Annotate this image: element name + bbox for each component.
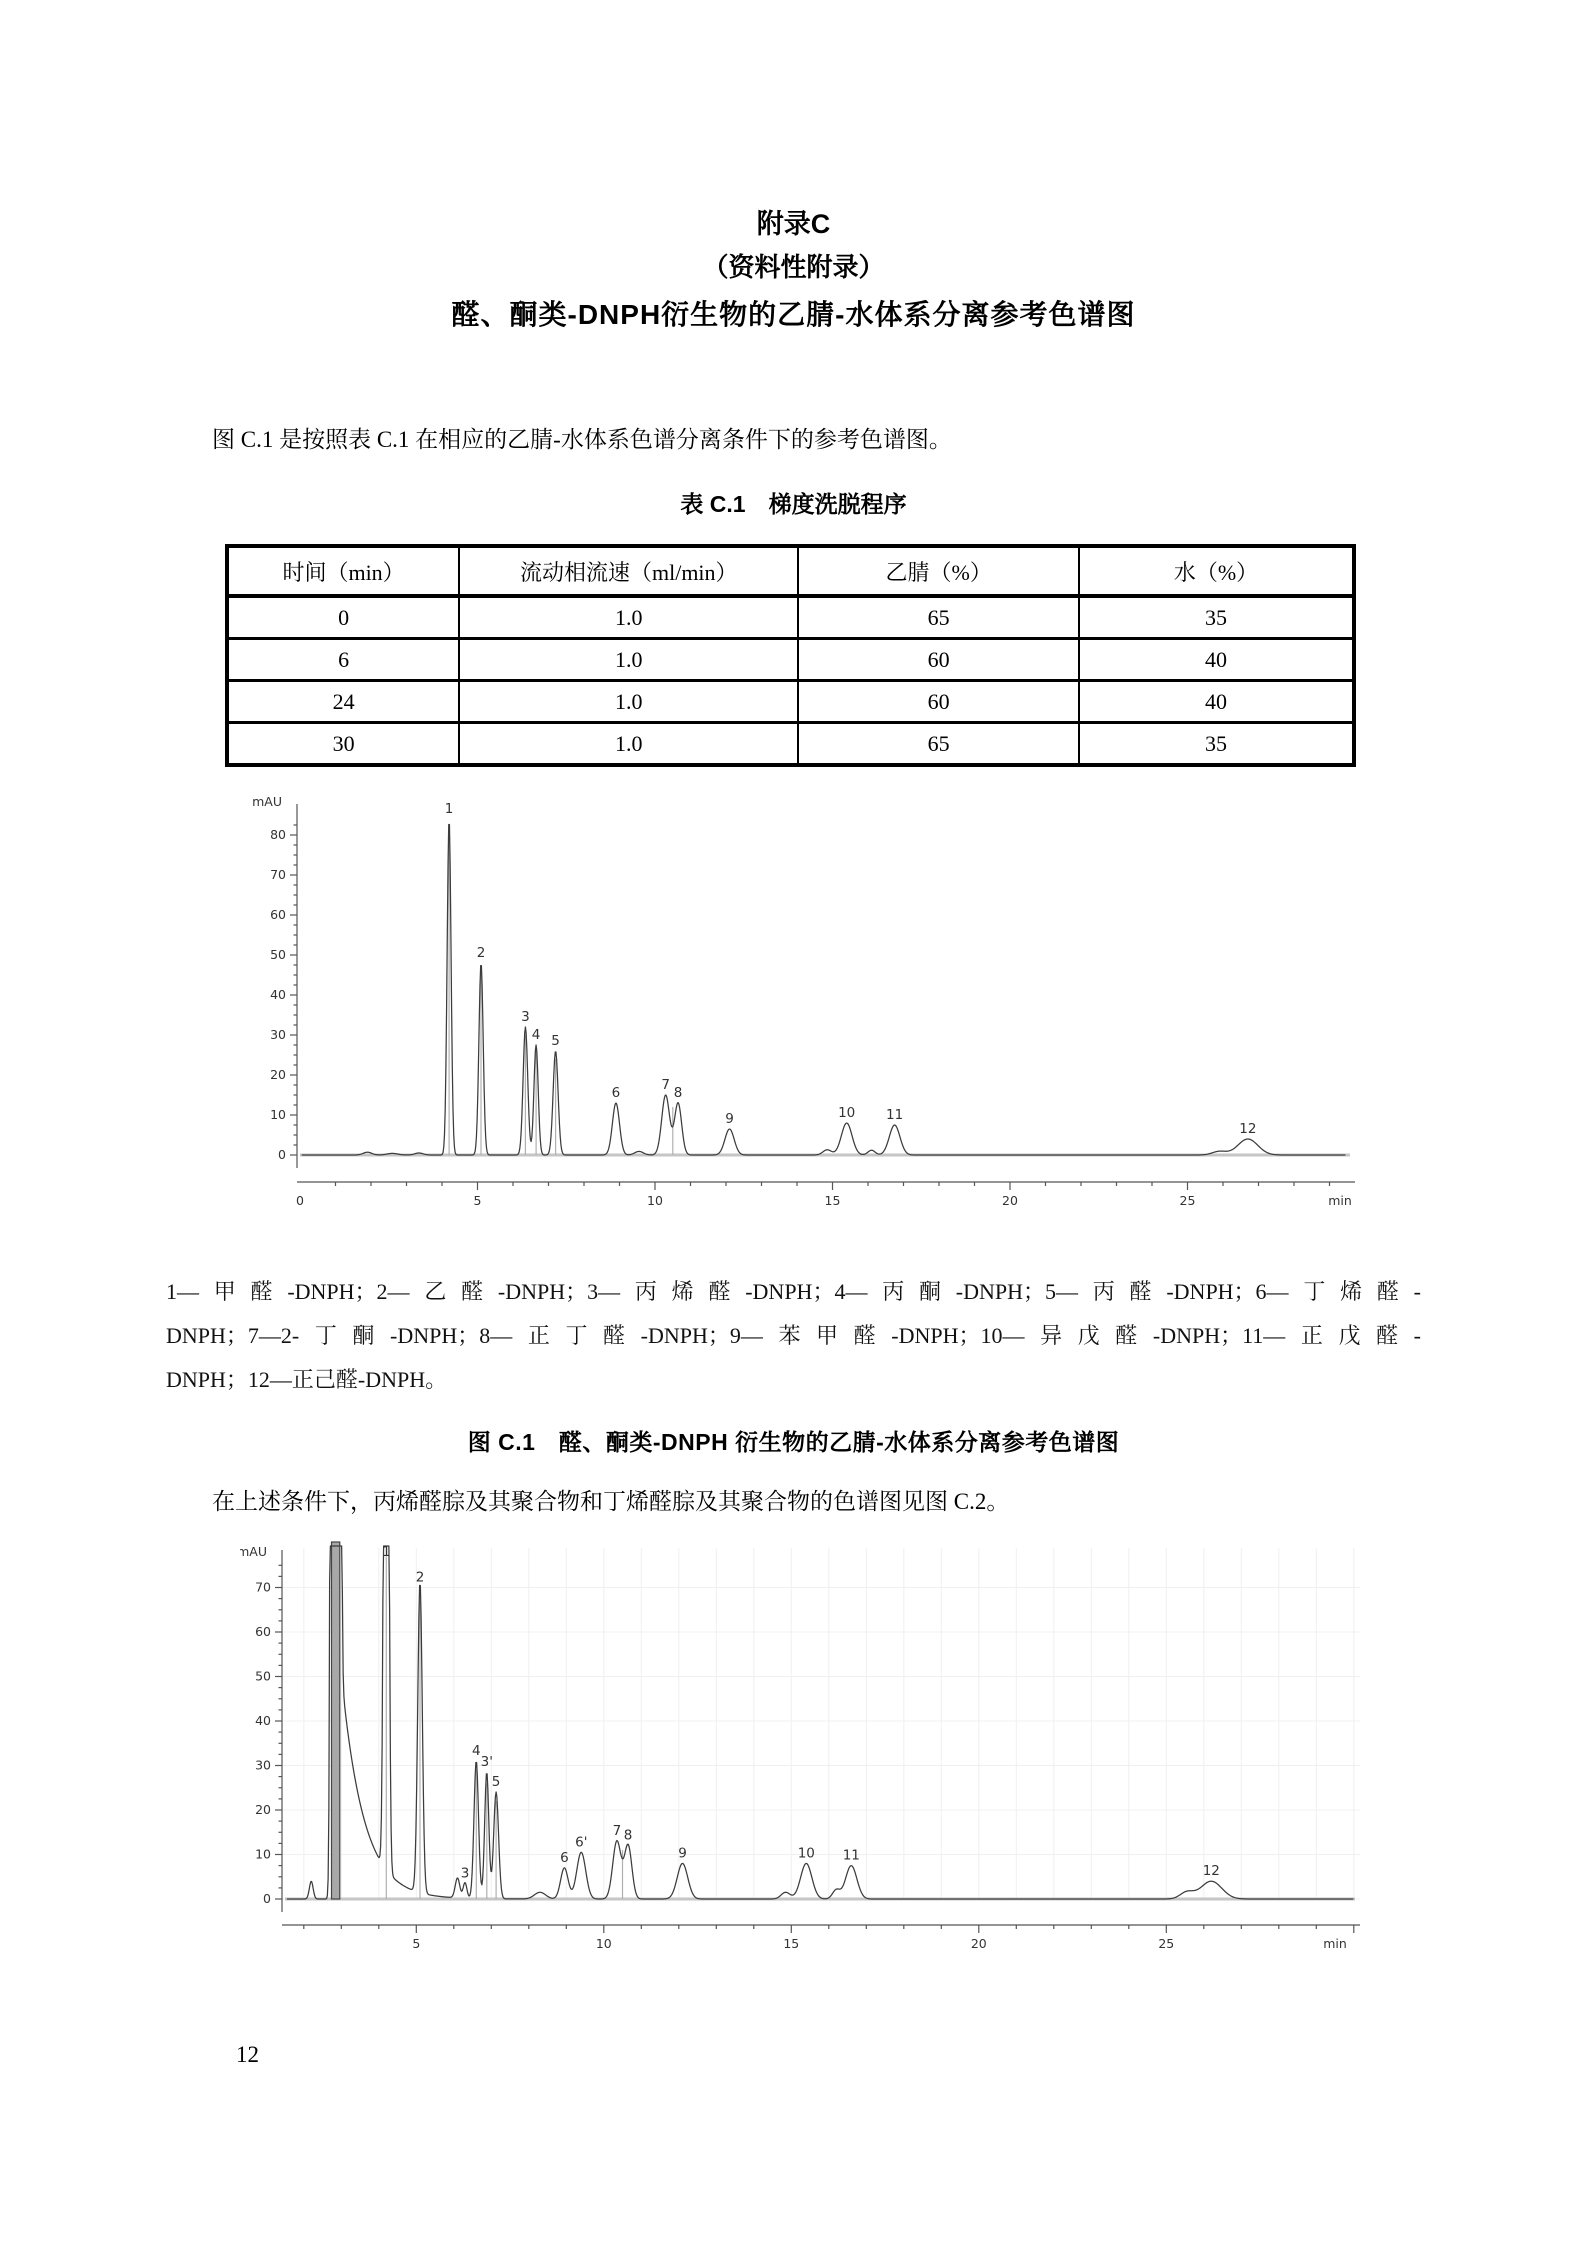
peak-label-2: 2	[415, 1569, 425, 1586]
svg-text:20: 20	[255, 1802, 271, 1817]
table-cell: 35	[1079, 723, 1354, 766]
svg-text:50: 50	[270, 947, 286, 962]
table-cell: 1.0	[459, 723, 798, 766]
svg-text:20: 20	[270, 1067, 286, 1082]
y-axis-unit-label: mAU	[240, 1544, 267, 1559]
peak-label-5: 5	[491, 1774, 501, 1791]
appendix-title: 附录C	[756, 209, 831, 239]
table-header-cell: 流动相流速（ml/min）	[459, 546, 798, 596]
intro-paragraph: 图 C.1 是按照表 C.1 在相应的乙腈-水体系色谱分离条件下的参考色谱图。	[212, 427, 952, 452]
peak-label-12: 12	[1239, 1121, 1257, 1137]
peak-labels	[382, 1544, 1220, 1881]
table-cell: 6	[227, 639, 459, 681]
x-axis-unit-label: min	[1323, 1936, 1347, 1951]
svg-text:70: 70	[270, 867, 286, 882]
svg-text:80: 80	[270, 827, 286, 842]
peak-label-10: 10	[797, 1845, 815, 1862]
peak-label-12: 12	[1202, 1863, 1220, 1880]
figure-caption: 图 C.1 醛、酮类-DNPH 衍生物的乙腈-水体系分离参考色谱图	[467, 1429, 1120, 1455]
peak-legend-line-1: 1—甲醛-DNPH；2—乙醛-DNPH；3—丙烯醛-DNPH；4—丙酮-DNPH；5—丙醛-DNPH；6—丁烯醛-	[166, 1279, 1421, 1304]
svg-text:15: 15	[824, 1193, 841, 1208]
peak-legend-line-3: DNPH；12—正己醛-DNPH。	[166, 1367, 448, 1392]
svg-text:70: 70	[255, 1579, 271, 1595]
peak-label-1: 1	[382, 1544, 391, 1560]
table-cell: 40	[1079, 639, 1354, 681]
svg-text:50: 50	[255, 1668, 271, 1684]
peak-label-3: 3	[521, 1009, 530, 1025]
svg-text:10: 10	[270, 1107, 286, 1122]
peak-labels	[445, 801, 1257, 1137]
peak-label-10: 10	[838, 1105, 856, 1121]
x-axis	[282, 1925, 1360, 1933]
table-cell: 1.0	[459, 596, 798, 639]
table-header-cell: 时间（min）	[227, 546, 459, 596]
table-cell: 65	[798, 596, 1079, 639]
table-cell: 35	[1079, 596, 1354, 639]
chromatogram-svg	[240, 1540, 1380, 1972]
peak-label-8: 8	[623, 1827, 633, 1844]
table-row	[227, 639, 1354, 681]
peak-label-8: 8	[673, 1085, 683, 1101]
svg-text:40: 40	[270, 987, 286, 1002]
peak-label-7: 7	[612, 1823, 622, 1840]
background-grid	[282, 1548, 1360, 1899]
svg-text:25: 25	[1179, 1193, 1196, 1208]
svg-text:60: 60	[270, 907, 286, 922]
svg-text:10: 10	[255, 1846, 271, 1862]
y-axis-unit-label: mAU	[252, 794, 282, 809]
peak-label-3': 3'	[480, 1754, 493, 1771]
peak-label-3: 3	[460, 1865, 470, 1882]
table-cell: 60	[798, 639, 1079, 681]
figure-c2-chromatogram	[240, 1540, 1380, 1972]
peak-label-9: 9	[678, 1845, 687, 1862]
svg-text:5: 5	[473, 1193, 482, 1208]
peak-label-5: 5	[551, 1033, 560, 1049]
peak-label-11: 11	[886, 1107, 904, 1123]
svg-text:5: 5	[412, 1936, 421, 1951]
svg-text:20: 20	[970, 1936, 987, 1951]
svg-text:40: 40	[255, 1713, 271, 1728]
x-axis	[297, 1182, 1355, 1190]
peak-label-2: 2	[476, 945, 486, 961]
peak-label-7: 7	[661, 1077, 670, 1093]
appendix-subject: 醛、酮类-DNPH衍生物的乙腈-水体系分离参考色谱图	[451, 299, 1136, 330]
table-row	[227, 681, 1354, 723]
table-header-row	[227, 546, 1354, 596]
peak-legend-line-2: DNPH；7—2-丁酮-DNPH；8—正丁醛-DNPH；9—苯甲醛-DNPH；10—异戊醛-DNPH；11—正戊醛-	[166, 1323, 1421, 1348]
gradient-elution-table	[225, 544, 1356, 767]
peak-label-9: 9	[725, 1111, 734, 1127]
svg-text:0: 0	[278, 1147, 286, 1162]
svg-text:0: 0	[263, 1891, 271, 1906]
peak-label-6': 6'	[575, 1834, 588, 1851]
chromatogram-svg	[240, 790, 1380, 1208]
y-axis	[275, 1550, 282, 1912]
chromatogram-trace	[287, 1546, 1353, 1899]
svg-text:10: 10	[647, 1193, 663, 1208]
table-cell: 1.0	[459, 681, 798, 723]
svg-text:60: 60	[255, 1624, 271, 1639]
table-header-cell: 乙腈（%）	[798, 546, 1079, 596]
table-cell: 1.0	[459, 639, 798, 681]
page-number: 12	[236, 2042, 259, 2067]
table-cell: 30	[227, 723, 459, 766]
y-tick-labels	[240, 1544, 271, 1906]
chromatogram-trace	[302, 825, 1346, 1155]
peak-label-4: 4	[472, 1743, 481, 1759]
svg-text:15: 15	[783, 1936, 800, 1951]
peak-label-6: 6	[560, 1849, 569, 1866]
table-caption: 表 C.1 梯度洗脱程序	[680, 491, 907, 517]
svg-text:10: 10	[595, 1936, 612, 1951]
table-cell: 60	[798, 681, 1079, 723]
figure-c1-chromatogram	[240, 790, 1380, 1208]
peak-label-1: 1	[444, 801, 454, 817]
svg-text:30: 30	[255, 1757, 271, 1773]
appendix-type: （资料性附录）	[702, 252, 885, 282]
peak-label-4: 4	[531, 1027, 541, 1043]
peak-label-6: 6	[611, 1085, 621, 1101]
y-tick-labels	[252, 794, 286, 1162]
table-cell: 0	[227, 596, 459, 639]
solvent-front-band	[332, 1542, 340, 1899]
table-cell: 40	[1079, 681, 1354, 723]
table-header-cell: 水（%）	[1079, 546, 1354, 596]
y-axis	[290, 804, 297, 1168]
svg-text:30: 30	[270, 1027, 286, 1042]
x-tick-labels	[412, 1936, 1346, 1951]
table-row	[227, 723, 1354, 766]
x-axis-unit-label: min	[1328, 1193, 1352, 1208]
second-paragraph: 在上述条件下，丙烯醛腙及其聚合物和丁烯醛腙及其聚合物的色谱图见图 C.2。	[212, 1489, 1010, 1514]
table-cell: 65	[798, 723, 1079, 766]
table-row	[227, 596, 1354, 639]
peak-label-11: 11	[842, 1847, 860, 1864]
svg-text:25: 25	[1158, 1936, 1175, 1951]
table-cell: 24	[227, 681, 459, 723]
svg-text:20: 20	[1002, 1193, 1018, 1208]
x-tick-labels	[296, 1193, 1352, 1208]
svg-text:0: 0	[296, 1193, 304, 1208]
